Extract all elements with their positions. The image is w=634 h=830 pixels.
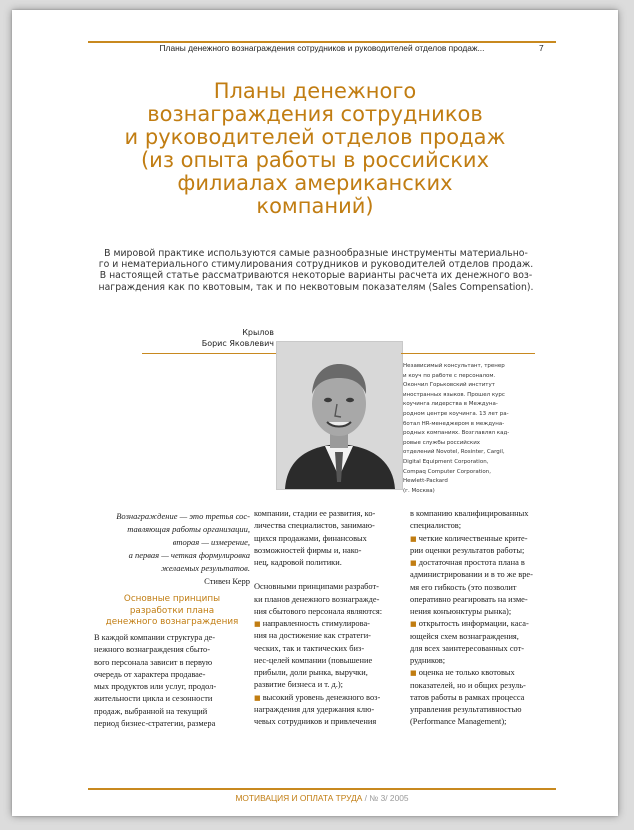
body-line: нежного вознаграждения сбыто- [94, 645, 211, 655]
section-heading-line: Основные принципы [123, 594, 221, 604]
lead-line: В мировой практике используются самые разнообразные инструменты материально- [104, 248, 528, 259]
body-line: управления результативностью [410, 705, 522, 714]
body-line: В каждой компании структура де- [94, 633, 216, 642]
body-line: рудников; [410, 656, 446, 665]
bio-line: иностранных языков. Прошел курс [403, 391, 505, 398]
issue-number: / № 3/ 2005 [362, 793, 409, 803]
body-line: ния на достижение как стратеги- [254, 631, 371, 641]
bio-line: Compaq Computer Corporation, [403, 468, 491, 475]
bullet-text: достаточная простота плана в [418, 558, 525, 567]
title-line: филиалах американских [177, 171, 453, 195]
bullet-text: высокий уровень денежного воз- [262, 692, 381, 702]
body-column-1 [94, 632, 252, 730]
bullet-item [410, 618, 560, 630]
epigraph-author: Стивен Керр [204, 576, 250, 586]
body-line: ческих, так и тактических биз- [254, 643, 365, 653]
article-title [72, 80, 558, 218]
lead-line: награждения как по квотовым, так и по неквотовым показателям (Sales Compensation). [98, 281, 534, 293]
body-line: награждения для удержания клю- [254, 704, 375, 714]
epigraph [94, 510, 250, 588]
square-bullet-icon: ■ [410, 559, 417, 567]
body-line: нес-целей компании (повышение [254, 655, 373, 665]
bio-line: (г. Москва) [403, 487, 435, 494]
body-line: продаж, выбранной на текущий [94, 706, 208, 716]
epigraph-line: вторая — измерение, [172, 537, 250, 547]
epigraph-line: тавляющая работы организации, [127, 524, 250, 534]
epigraph-line: желаемых результатов. [161, 563, 250, 573]
article-lead [62, 248, 570, 293]
body-line: оперативно реагировать на изме- [410, 594, 528, 604]
bullet-item [254, 692, 404, 704]
body-line: компании, стадии ее развития, ко- [254, 509, 376, 518]
bullet-item [410, 533, 560, 545]
bio-line: Hewlett-Packard [403, 478, 448, 485]
section-heading [94, 594, 250, 629]
square-bullet-icon: ■ [254, 693, 261, 702]
body-line: щихся продажами, финансовых [254, 533, 367, 543]
magazine-page [12, 10, 618, 816]
body-line: мых продуктов или услуг, продол- [94, 682, 217, 691]
body-line: рии оценки результатов работы; [410, 545, 525, 555]
author-surname: Крылов [242, 328, 274, 337]
body-line: татов работы в рамках процесса [410, 692, 525, 702]
body-line: жительности цикла и сезонности [94, 694, 213, 704]
bio-line: ботал HR-менеджером в междуна- [403, 420, 505, 427]
author-bio [403, 362, 533, 496]
section-heading-line: денежного вознаграждения [105, 617, 239, 627]
body-line: Основными принципами разработ- [254, 582, 379, 592]
bullet-text: оценка не только квотовых [418, 668, 515, 678]
body-line: очередь от характера продавае- [94, 669, 206, 679]
bio-line: ровые службы российских [403, 439, 481, 446]
body-line: ющейся схем вознаграждения, [410, 631, 519, 641]
bio-line: Digital Equipment Corporation, [403, 458, 489, 465]
epigraph-line: Вознаграждение — это третья сос- [116, 511, 250, 521]
title-line: (из опыта работы в российских [140, 148, 490, 172]
journal-name: МОТИВАЦИЯ И ОПЛАТА ТРУДА [235, 793, 363, 803]
body-line: (Performance Management); [410, 717, 507, 727]
square-bullet-icon: ■ [254, 620, 261, 628]
body-line: чевых сотрудников и привлечения [254, 717, 377, 726]
bio-line: Окончил Горьковский институт [403, 382, 495, 389]
body-line: вого персонала зависит в первую [94, 657, 213, 667]
title-line: и руководителей отделов продаж [124, 125, 506, 149]
body-line: ки планов денежного вознагражде- [254, 594, 380, 604]
body-line: нец, кадровой политики. [254, 558, 342, 567]
bio-line: коучинга лидерства в Междуна- [403, 401, 498, 408]
page-number: 7 [539, 43, 544, 53]
bio-line: и коуч по работе с персоналом. [403, 372, 496, 379]
title-line: Планы денежного [213, 79, 417, 103]
square-bullet-icon: ■ [410, 534, 417, 543]
bullet-text: открытость информации, каса- [418, 619, 529, 629]
body-line: показателей, но и общих резуль- [410, 680, 526, 690]
body-line: прибыли, доли рынка, выручки, [254, 668, 368, 677]
running-title: Планы денежного вознаграждения сотрудников и руководителей отделов продаж... [159, 43, 485, 53]
body-line: развитие бизнеса и т. д.); [254, 680, 343, 690]
author-photo [276, 341, 403, 490]
square-bullet-icon: ■ [410, 669, 417, 678]
body-line: ния сбытового персонала являются: [254, 606, 383, 616]
body-line: период бизнес-стратегии, размера [94, 718, 216, 728]
bio-line: Независимый консультант, тренер [403, 363, 505, 369]
author-name: Борис Яковлевич [201, 338, 274, 348]
body-line: администрировании и в то же вре- [410, 570, 533, 580]
author-rule [142, 353, 276, 354]
square-bullet-icon: ■ [410, 620, 417, 629]
author-byline [126, 328, 274, 349]
body-line: в компанию квалифицированных [410, 509, 529, 518]
bio-rule [401, 353, 535, 354]
bio-line: родных компаниях. Возглавлял кад- [403, 430, 510, 437]
portrait-image [277, 342, 402, 489]
epigraph-line: а первая — четкая формулировка [128, 550, 250, 560]
lead-line: го и нематериального стимулирования сотрудников и руководителей отделов продаж. [98, 259, 534, 271]
bio-line: отделений Novotel, Rosinter, Cargil, [403, 449, 505, 456]
bullet-text: четкие количественные крите- [418, 533, 528, 543]
body-line: для всех заинтересованных сот- [410, 643, 525, 653]
title-line: компаний) [256, 194, 374, 218]
footer-rule [88, 788, 556, 790]
page-footer [132, 793, 512, 803]
paragraph-gap [254, 569, 404, 581]
body-line: специалистов; [410, 521, 462, 531]
body-line: возможностей фирмы и, нако- [254, 545, 362, 555]
section-heading-line: разработки плана [129, 605, 215, 616]
body-column-3 [410, 508, 560, 729]
lead-line: В настоящей статье рассматриваются некоторые варианты расчета их денежного воз- [99, 270, 533, 282]
title-line: вознаграждения сотрудников [147, 102, 483, 126]
bullet-item [410, 667, 560, 679]
bullet-item [410, 557, 560, 569]
body-column-2 [254, 508, 404, 728]
bullet-item [254, 618, 404, 630]
bio-line: родном центре коучинга. 13 лет ра- [403, 410, 509, 417]
body-line: личества специалистов, занимаю- [254, 521, 375, 531]
body-line: нения конъюнктуры рынка); [410, 607, 512, 616]
body-line: мя его гибкость (это позволит [410, 582, 517, 592]
bullet-text: направленность стимулирова- [262, 619, 370, 628]
